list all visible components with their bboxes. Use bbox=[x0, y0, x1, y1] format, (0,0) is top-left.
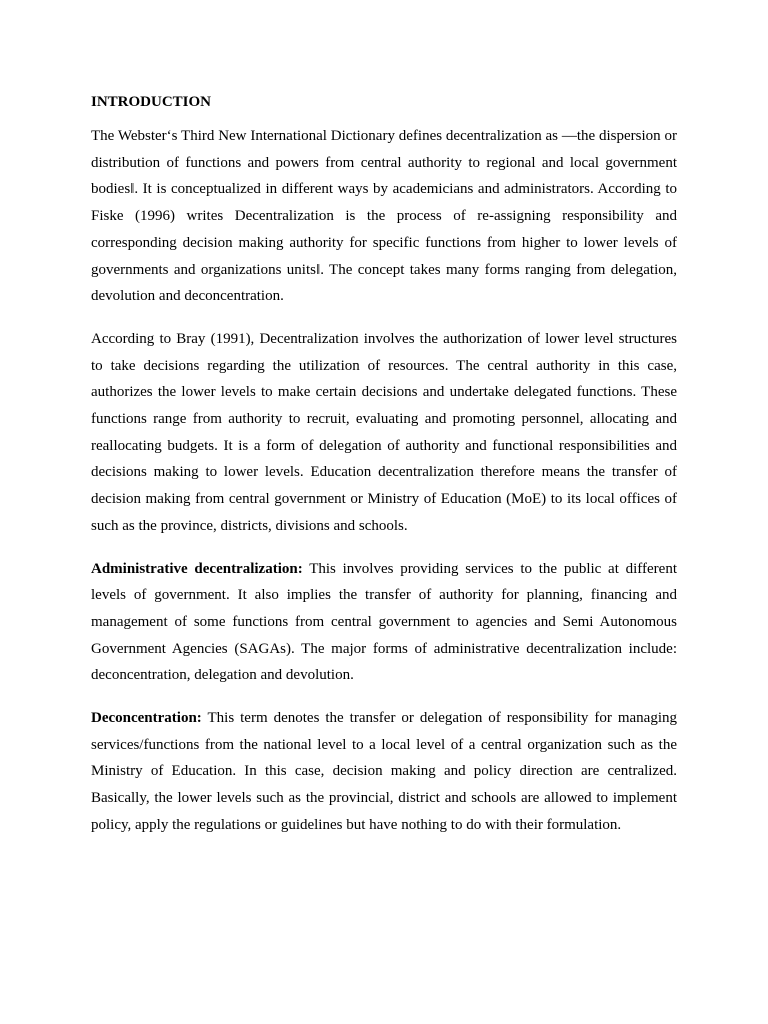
term-deconcentration: Deconcentration: bbox=[91, 710, 202, 727]
document-body bbox=[91, 92, 677, 855]
term-administrative-decentralization: Administrative decentralization: bbox=[91, 560, 303, 577]
paragraph-deconcentration-text: This term denotes the transfer or delegation of responsibility for managing services/functions from the national level to a local level of a central organization such as the Ministry of Education. In this case, decision making and policy direction are centralized. Basically, the lower levels such as the provincial, district and schools are allowed to implement policy, apply the regulations or guidelines but have nothing to do with their formulation. bbox=[91, 710, 677, 833]
paragraph-administrative-text: This involves providing services to the public at different levels of government. It also implies the transfer of authority for planning, financing and management of some functions from central government to agencies and Semi Autonomous Government Agencies (SAGAs). The major forms of administrative decentralization include: deconcentration, delegation and devolution. bbox=[91, 560, 677, 684]
paragraph-administrative-decentralization bbox=[91, 556, 677, 690]
paragraph-definition: The Webster‘s Third New International Dictionary defines decentralization as ―the dispersion or distribution of functions and powers from central authority to regional and local government bodies‖. It is conceptualized in different ways by academicians and administrators. According to Fiske (1996) writes Decentralization is the process of re-assigning responsibility and corresponding decision making authority for specific functions from higher to lower levels of governments and organizations units‖. The concept takes many forms ranging from delegation, devolution and deconcentration. bbox=[91, 128, 677, 305]
paragraph-bray: According to Bray (1991), Decentralization involves the authorization of lower level structures to take decisions regarding the utilization of resources. The central authority in this case, authorizes the lower levels to make certain decisions and undertake delegated functions. These functions range from authority to recruit, evaluating and promoting personnel, allocating and reallocating budgets. It is a form of delegation of authority and functional responsibilities and decisions making to lower levels. Education decentralization therefore means the transfer of decision making from central government or Ministry of Education (MoE) to its local offices of such as the province, districts, divisions and schools. bbox=[91, 330, 677, 534]
section-heading: INTRODUCTION bbox=[91, 94, 212, 110]
paragraph-deconcentration bbox=[91, 705, 677, 839]
